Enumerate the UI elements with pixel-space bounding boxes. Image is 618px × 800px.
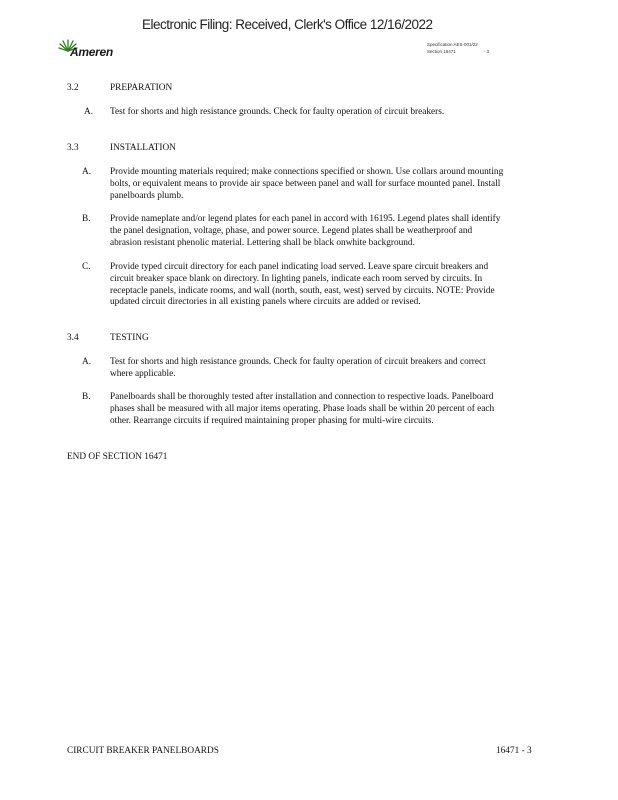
footer-title: CIRCUIT BREAKER PANELBOARDS (67, 746, 219, 756)
logo-text: Ameren (70, 45, 113, 59)
item-letter: A. (82, 357, 92, 367)
item-letter: B. (82, 392, 91, 402)
text-line: panelboards plumb. (110, 190, 184, 201)
text-line: Provide mounting materials required; make connections specified or shown. Use collars around mounting (110, 167, 504, 177)
text-line: circuit breaker space blank on directory. In lighting panels, indicate each room served by circuits. In (110, 273, 483, 284)
text-line: receptacle panels, indicate rooms, and wall (north, south, east, west) served by circuits. NOTE: Provide (110, 285, 495, 296)
paragraph (110, 167, 534, 202)
section-number: 3.3 (67, 143, 79, 153)
filing-stamp: Electronic Filing: Received, Clerk's Office 12/16/2022 (142, 17, 433, 32)
end-of-section: END OF SECTION 16471 (67, 452, 168, 462)
item-letter: A. (82, 167, 92, 177)
text-line: bolts, or equivalent means to provide air space between panel and wall for surface mounted panel. Install (110, 178, 501, 189)
section-title: TESTING (110, 333, 149, 343)
paragraph (110, 262, 534, 309)
section-title: INSTALLATION (110, 143, 176, 153)
text-line: Test for shorts and high resistance grounds. Check for faulty operation of circuit breakers. (110, 107, 445, 117)
footer-page-number: 16471 - 3 (496, 746, 532, 756)
paragraph (110, 214, 534, 249)
item-letter: A. (84, 107, 94, 117)
spec-line-1: Specification AES-001/22 (427, 42, 478, 47)
text-line: abrasion resistant phenolic material. Lettering shall be black onwhite background. (110, 237, 415, 248)
section-number: 3.4 (67, 333, 79, 343)
text-line: Test for shorts and high resistance grounds. Check for faulty operation of circuit breakers and correct (110, 357, 486, 367)
spec-page: - 3 (483, 49, 490, 54)
spec-reference (427, 41, 489, 55)
item-letter: B. (82, 214, 91, 224)
item-letter: C. (82, 262, 91, 272)
text-line: Panelboards shall be thoroughly tested after installation and connection to respective loads. Panelboard (110, 392, 494, 402)
text-line: other. Rearrange circuits if required maintaining proper phasing for multi-wire circuits. (110, 415, 434, 426)
text-line: updated circuit directories in all existing panels where circuits are added or revised. (110, 297, 421, 308)
paragraph (110, 107, 534, 119)
spec-line-2: Section 16471 (427, 49, 456, 54)
company-logo (58, 38, 128, 60)
paragraph (110, 392, 534, 427)
text-line: Provide nameplate and/or legend plates for each panel in accord with 16195. Legend plates shall identify (110, 214, 501, 224)
text-line: where applicable. (110, 368, 176, 379)
section-number: 3.2 (67, 83, 79, 93)
section-title: PREPARATION (110, 83, 173, 93)
paragraph (110, 357, 534, 381)
text-line: Provide typed circuit directory for each panel indicating load served. Leave spare circuit breakers and (110, 262, 489, 272)
text-line: phases shall be measured with all major items operating. Phase loads shall be within 20 percent of each (110, 403, 495, 414)
text-line: the panel designation, voltage, phase, and power source. Legend plates shall be weatherproof and (110, 225, 473, 236)
